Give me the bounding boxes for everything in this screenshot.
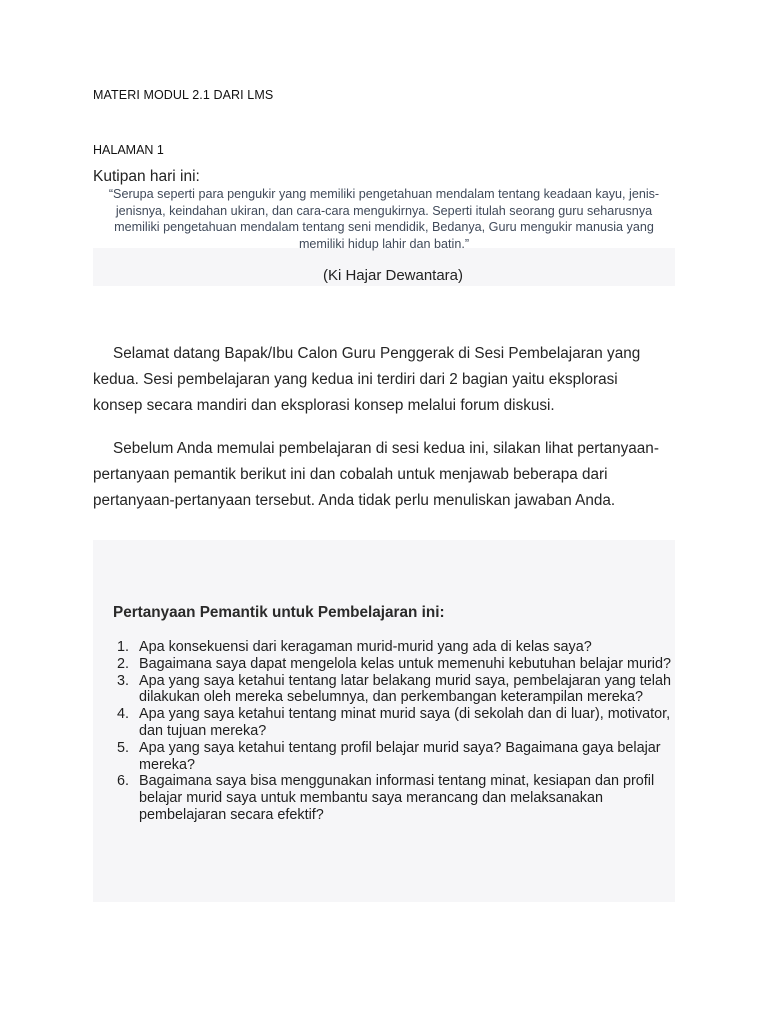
quote-heading: Kutipan hari ini: [93, 168, 200, 185]
question-item [113, 740, 673, 774]
quote-block [93, 166, 675, 286]
question-text: Bagaimana saya bisa menggunakan informasi tentang minat, kesiapan dan profil belajar murid saya untuk membantu saya merancang dan melaksanakan pembelajaran secara efektif? [139, 773, 655, 823]
question-number: 1. [117, 639, 130, 655]
quote-text: “Serupa seperti para pengukir yang memiliki pengetahuan mendalam tentang keadaan kayu, jenis-jenisnya, keindahan ukiran, dan cara-cara mengukirnya. Seperti itulah seorang guru seharusnya memiliki pengetahuan mendalam tentang seni mendidik, Bedanya, Guru mengukir manusia yang memiliki hidup lahir dan batin.” [108, 187, 660, 251]
page-label: HALAMAN 1 [93, 143, 164, 157]
question-number: 4. [117, 706, 130, 723]
questions-block [93, 562, 675, 902]
question-text: Apa yang saya ketahui tentang minat murid saya (di sekolah dan di luar), motivator, dan tujuan mereka? [139, 706, 671, 739]
question-item [113, 656, 673, 673]
question-number: 2. [117, 655, 130, 672]
question-number: 5. [117, 739, 130, 756]
question-item [113, 706, 673, 740]
question-item [113, 673, 673, 707]
question-item [113, 639, 673, 656]
question-text: Apa yang saya ketahui tentang latar belakang murid saya, pembelajaran yang telah dilakukan oleh mereka sebelumnya, dan perkembangan keterampilan mereka? [139, 672, 672, 706]
question-item [113, 773, 673, 823]
intro-paragraph-2: Sebelum Anda memulai pembelajaran di sesi kedua ini, silakan lihat pertanyaan-pertanyaan pemantik berikut ini dan cobalah untuk menjawab beberapa dari pertanyaan-pertanyaan tersebut. Anda tidak perlu menuliskan jawaban Anda. [93, 440, 659, 509]
quote-author: (Ki Hajar Dewantara) [322, 267, 464, 284]
question-text: Apa yang saya ketahui tentang profil belajar murid saya? Bagaimana gaya belajar mereka? [139, 739, 661, 773]
intro-block [93, 330, 675, 562]
document-title: MATERI MODUL 2.1 DARI LMS [93, 88, 274, 102]
question-text: Bagaimana saya dapat mengelola kelas untuk memenuhi kebutuhan belajar murid? [139, 655, 671, 672]
questions-heading: Pertanyaan Pemantik untuk Pembelajaran ini: [113, 604, 445, 621]
question-number: 3. [117, 672, 130, 689]
question-number: 6. [117, 773, 130, 790]
question-text: Apa konsekuensi dari keragaman murid-murid yang ada di kelas saya? [139, 639, 592, 655]
intro-paragraph-1: Selamat datang Bapak/Ibu Calon Guru Penggerak di Sesi Pembelajaran yang kedua. Sesi pembelajaran yang kedua ini terdiri dari 2 bagian yaitu eksplorasi konsep secara mandiri dan eksplorasi konsep melalui forum diskusi. [93, 345, 641, 414]
questions-list [113, 639, 673, 824]
